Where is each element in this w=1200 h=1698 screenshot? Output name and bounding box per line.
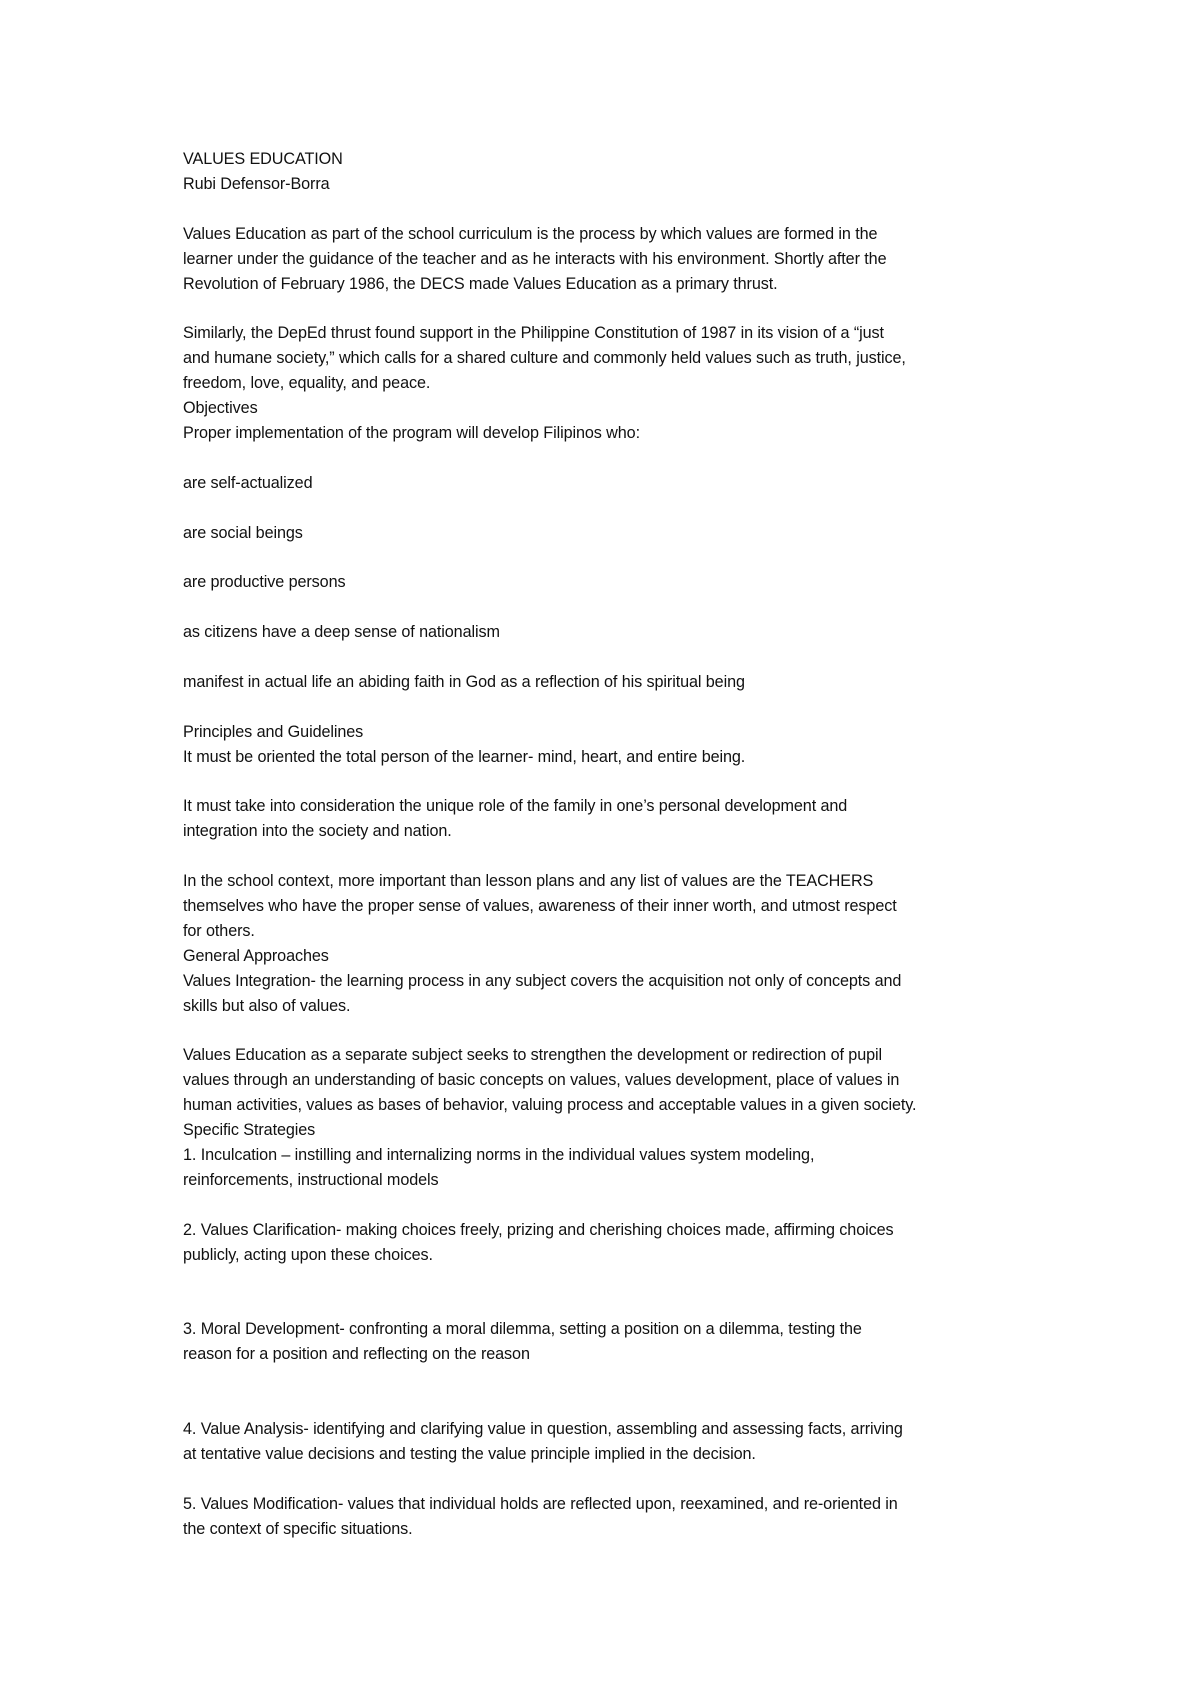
principles-heading: Principles and Guidelines	[183, 722, 364, 741]
strategy-4	[183, 1417, 1043, 1467]
text-line: publicly, acting upon these choices.	[183, 1245, 433, 1264]
spacer	[183, 1367, 1043, 1417]
strategy-2	[183, 1218, 1043, 1268]
text-line: freedom, love, equality, and peace.	[183, 374, 431, 393]
spacer	[183, 197, 1043, 222]
objective-item: as citizens have a deep sense of nationalism	[183, 623, 500, 642]
text-line: reason for a position and reflecting on the reason	[183, 1345, 530, 1364]
text-line: Similarly, the DepEd thrust found support in the Philippine Constitution of 1987 in its vision of a “just	[183, 324, 884, 343]
text-line: human activities, values as bases of behavior, valuing process and acceptable values in a given society.	[183, 1096, 917, 1115]
text-line: skills but also of values.	[183, 996, 351, 1015]
strategies-heading: Specific Strategies	[183, 1121, 316, 1140]
principle-1: It must be oriented the total person of the learner- mind, heart, and entire being.	[183, 747, 746, 766]
approaches-heading: General Approaches	[183, 946, 329, 965]
objective-item: are productive persons	[183, 573, 346, 592]
text-line: Values Education as part of the school curriculum is the process by which values are formed in the	[183, 224, 878, 243]
objective-item: manifest in actual life an abiding faith in God as a reflection of his spiritual being	[183, 672, 745, 691]
document-body	[183, 147, 1043, 1542]
text-line: the context of specific situations.	[183, 1519, 413, 1538]
objective-item: are social beings	[183, 523, 303, 542]
spacer	[183, 1193, 1043, 1218]
text-line: In the school context, more important than lesson plans and any list of values are the TEACHERS	[183, 872, 874, 891]
spacer	[183, 844, 1043, 869]
text-line: and humane society,” which calls for a shared culture and commonly held values such as truth, justice,	[183, 349, 906, 368]
objective-item: are self-actualized	[183, 473, 313, 492]
spacer	[183, 1268, 1043, 1318]
text-line: Values Integration- the learning process in any subject covers the acquisition not only of concepts and	[183, 971, 902, 990]
principle-3	[183, 869, 1043, 944]
text-line: 3. Moral Development- confronting a moral dilemma, setting a position on a dilemma, testing the	[183, 1320, 862, 1339]
approach-2	[183, 1043, 1043, 1118]
text-line: at tentative value decisions and testing the value principle implied in the decision.	[183, 1444, 756, 1463]
text-line: themselves who have the proper sense of values, awareness of their inner worth, and utmost respect	[183, 897, 897, 916]
objectives-lead: Proper implementation of the program will develop Filipinos who:	[183, 423, 640, 442]
text-line: Revolution of February 1986, the DECS made Values Education as a primary thrust.	[183, 274, 778, 293]
approach-1	[183, 969, 1043, 1019]
text-line: 5. Values Modification- values that individual holds are reflected upon, reexamined, and re-oriented in	[183, 1494, 898, 1513]
spacer	[183, 446, 1043, 471]
intro-paragraph-1	[183, 222, 1043, 297]
strategy-1	[183, 1143, 1043, 1193]
text-line: Values Education as a separate subject seeks to strengthen the development or redirection of pupil	[183, 1046, 882, 1065]
text-line: values through an understanding of basic concepts on values, values development, place of values in	[183, 1071, 900, 1090]
spacer	[183, 1019, 1043, 1044]
text-line: reinforcements, instructional models	[183, 1170, 439, 1189]
principle-2	[183, 794, 1043, 844]
spacer	[183, 595, 1043, 620]
spacer	[183, 496, 1043, 521]
objectives-heading: Objectives	[183, 399, 258, 418]
strategy-5	[183, 1492, 1043, 1542]
spacer	[183, 545, 1043, 570]
spacer	[183, 1467, 1043, 1492]
text-line: 2. Values Clarification- making choices freely, prizing and cherishing choices made, affirming choices	[183, 1220, 894, 1239]
spacer	[183, 695, 1043, 720]
spacer	[183, 770, 1043, 795]
text-line: integration into the society and nation.	[183, 822, 452, 841]
spacer	[183, 645, 1043, 670]
text-line: It must take into consideration the unique role of the family in one’s personal development and	[183, 797, 848, 816]
intro-paragraph-2	[183, 321, 1043, 396]
text-line: learner under the guidance of the teacher and as he interacts with his environment. Shortly after the	[183, 249, 887, 268]
text-line: 4. Value Analysis- identifying and clarifying value in question, assembling and assessing facts, arriving	[183, 1420, 903, 1438]
strategy-3	[183, 1317, 1043, 1367]
text-line: 1. Inculcation – instilling and internalizing norms in the individual values system modeling,	[183, 1146, 815, 1165]
document-title: VALUES EDUCATION	[183, 150, 343, 168]
text-line: for others.	[183, 921, 255, 940]
document-author: Rubi Defensor-Borra	[183, 174, 330, 193]
spacer	[183, 296, 1043, 321]
